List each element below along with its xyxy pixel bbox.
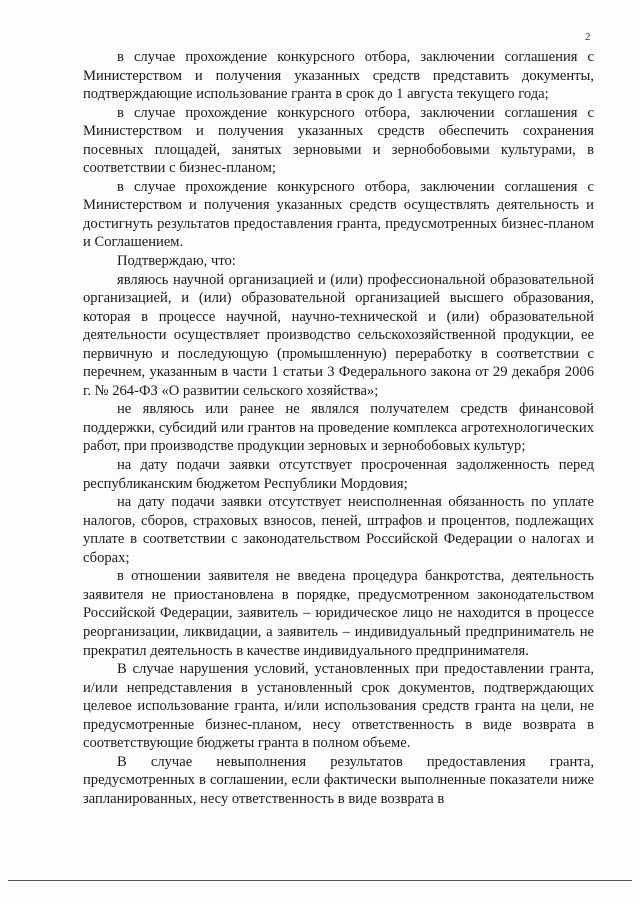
paragraph-liability-violation: В случае нарушения условий, установленных при предоставлении гранта, и/или непредставления в установленный срок документов, подтверждающих целевое использование гранта, и/или использования средств гранта на цели, не предусмотренные бизнес-планом, несу ответственность в виде возврата в соответствующие бюджеты гранта в полном объеме. xyxy=(83,661,594,752)
paragraph-confirm-heading: Подтверждаю, что: xyxy=(117,253,236,270)
paragraph-report-deadline: в случае прохождение конкурсного отбора, заключении соглашения с Министерством и получения указанных средств представить документы, подтверждающие использование гранта в срок до 1 августа текущего года; xyxy=(83,49,594,103)
paragraph-no-prior-support: не являюсь или ранее не являлся получателем средств финансовой поддержки, субсидий или грантов на проведение комплекса агротехнологических работ, при производстве продукции зерновых и зернобобовых культур; xyxy=(83,401,594,455)
paragraph-organization-status: являюсь научной организацией и (или) профессиональной образовательной организацией, и (или) образовательной организацией высшего образования, которая в процессе научной, научно-технической и (или) образовательной деятельности осуществляет производство сельскохозяйственной продукции, ее первичную и последующую (промышленную) переработку в соответствии с перечнем, указанным в части 1 статьи 3 Федерального закона от 29 декабря 2006 г. № 264-ФЗ «О развитии сельского хозяйства»; xyxy=(83,271,594,399)
paragraph-no-tax-debt: на дату подачи заявки отсутствует неисполненная обязанность по уплате налогов, сборов, страховых взносов, пеней, штрафов и процентов, подлежащих уплате в соответствии с законодательством Российской Федерации о налогах и сборах; xyxy=(83,494,594,566)
paragraph-crop-area: в случае прохождение конкурсного отбора, заключении соглашения с Министерством и получения указанных средств обеспечить сохранения посевных площадей, занятых зерновыми и зернобобовыми культурами, в соответствии с бизнес-планом; xyxy=(83,104,594,177)
page-number: 2 xyxy=(585,31,591,43)
paragraph-no-bankruptcy: в отношении заявителя не введена процедура банкротства, деятельность заявителя не приостановлена в порядке, предусмотренном законодательством Российской Федерации, заявитель – юридическое лицо не находится в процессе реорганизации, ликвидации, а заявитель – индивидуальный предприниматель не прекратил деятельность в качестве индивидуального предпринимателя. xyxy=(83,568,594,659)
paragraph-results: в случае прохождение конкурсного отбора, заключении соглашения с Министерством и получения указанных средств осуществлять деятельность и достигнуть результатов предоставления гранта, предусмотренных бизнес-планом и Соглашением. xyxy=(83,178,594,251)
document-body xyxy=(83,48,594,808)
paragraph-liability-results: В случае невыполнения результатов предоставления гранта, предусмотренных в соглашении, если фактически выполненные показатели ниже запланированных, несу ответственность в виде возврата в xyxy=(83,753,594,807)
paragraph-no-budget-debt: на дату подачи заявки отсутствует просроченная задолженность перед республиканским бюджетом Республики Мордовия; xyxy=(83,457,594,492)
bottom-divider xyxy=(8,880,632,881)
